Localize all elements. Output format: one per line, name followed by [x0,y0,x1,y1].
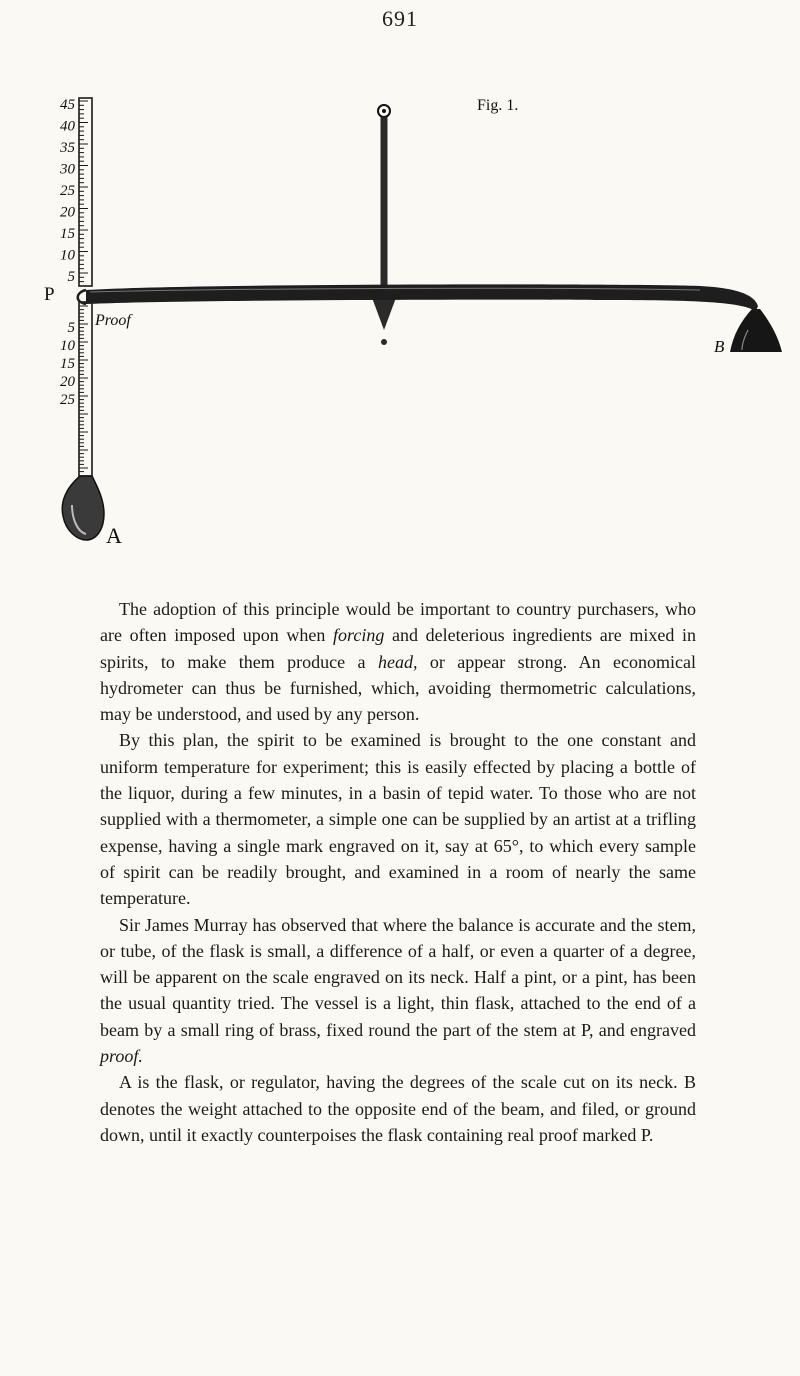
label-p: P [44,284,55,305]
italic-text: head, [377,651,418,672]
text-run: or appear strong. An economical hydrometer can thus be furnished, which, avoiding thermometric calculations, may be understood, and used by any person. [100,651,696,725]
flask-bulb [62,476,104,540]
counterweight [730,309,782,352]
body-text [100,596,696,1148]
italic-text: proof. [100,1046,143,1067]
scale-upper-label: 45 [60,97,75,113]
text-run: Sir James Murray has observed that where the balance is accurate and the stem, or tube, of the flask is small, a difference of a half, or even a quarter of a degree, will be apparent on the scale engraved on its neck. Half a pint, or a pint, has been the usual quantity tried. The vessel is a light, thin flask, attached to the end of a beam by a small ring of brass, fixed round the part of the stem at P, and engraved [100,914,696,1040]
text-run: A is the flask, or regulator, having the degrees of the scale cut on its neck. B denotes the weight attached to the opposite end of the beam, and filed, or ground down, until it exactly counterpoises the flask containing real proof marked P. [100,1072,696,1145]
scale-upper-labels [59,97,76,285]
hydrometer-figure [0,0,800,560]
text-run: and deleterious ingredients are mixed in spirits, to make them produce a [100,625,696,672]
scale-lower-labels [60,320,76,408]
scale-lower-label: 10 [60,338,75,354]
figure-caption: Fig. 1. [477,97,519,114]
scale-lower-label: 15 [60,356,75,372]
italic-text: forcing [333,625,385,646]
scale-lower-label: 20 [60,374,75,390]
scale-upper-label: 15 [60,226,75,242]
scale-upper-label: 5 [67,269,75,285]
paragraph [100,1069,696,1148]
scale-upper-label: 35 [60,140,75,156]
proof-label: Proof [95,312,131,329]
label-b: B [714,337,725,356]
scale-upper-label: 25 [60,183,75,199]
scale-upper-label: 10 [60,247,75,264]
support-post [381,117,388,287]
page-number: 691 [382,6,418,31]
scale-lower-label: 5 [67,320,75,336]
text-run: The adoption of this principle would be important to country purchasers, who are often imposed upon when [100,599,696,646]
paragraph [100,727,696,911]
label-a: A [106,523,122,548]
paragraph [100,912,696,1070]
scale-lower-label: 25 [60,392,75,408]
flask-neck-upper [79,98,92,286]
scale-upper-label: 40 [60,118,75,135]
paragraph [100,596,696,727]
scale-upper-label: 30 [60,161,75,178]
scale-upper-label: 20 [60,204,75,221]
text-run: By this plan, the spirit to be examined is brought to the one constant and uniform temperature for experiment; this is easily effected by placing a bottle of the liquor, during a few minutes, in a basin of tepid water. To those who are not supplied with a thermometer, a simple one can be supplied by an artist at a trifling expense, having a single mark engraved on it, say at 65°, to which every sample of spirit can be readily brought, and examined in a room of nearly the same temperature. [100,730,696,909]
